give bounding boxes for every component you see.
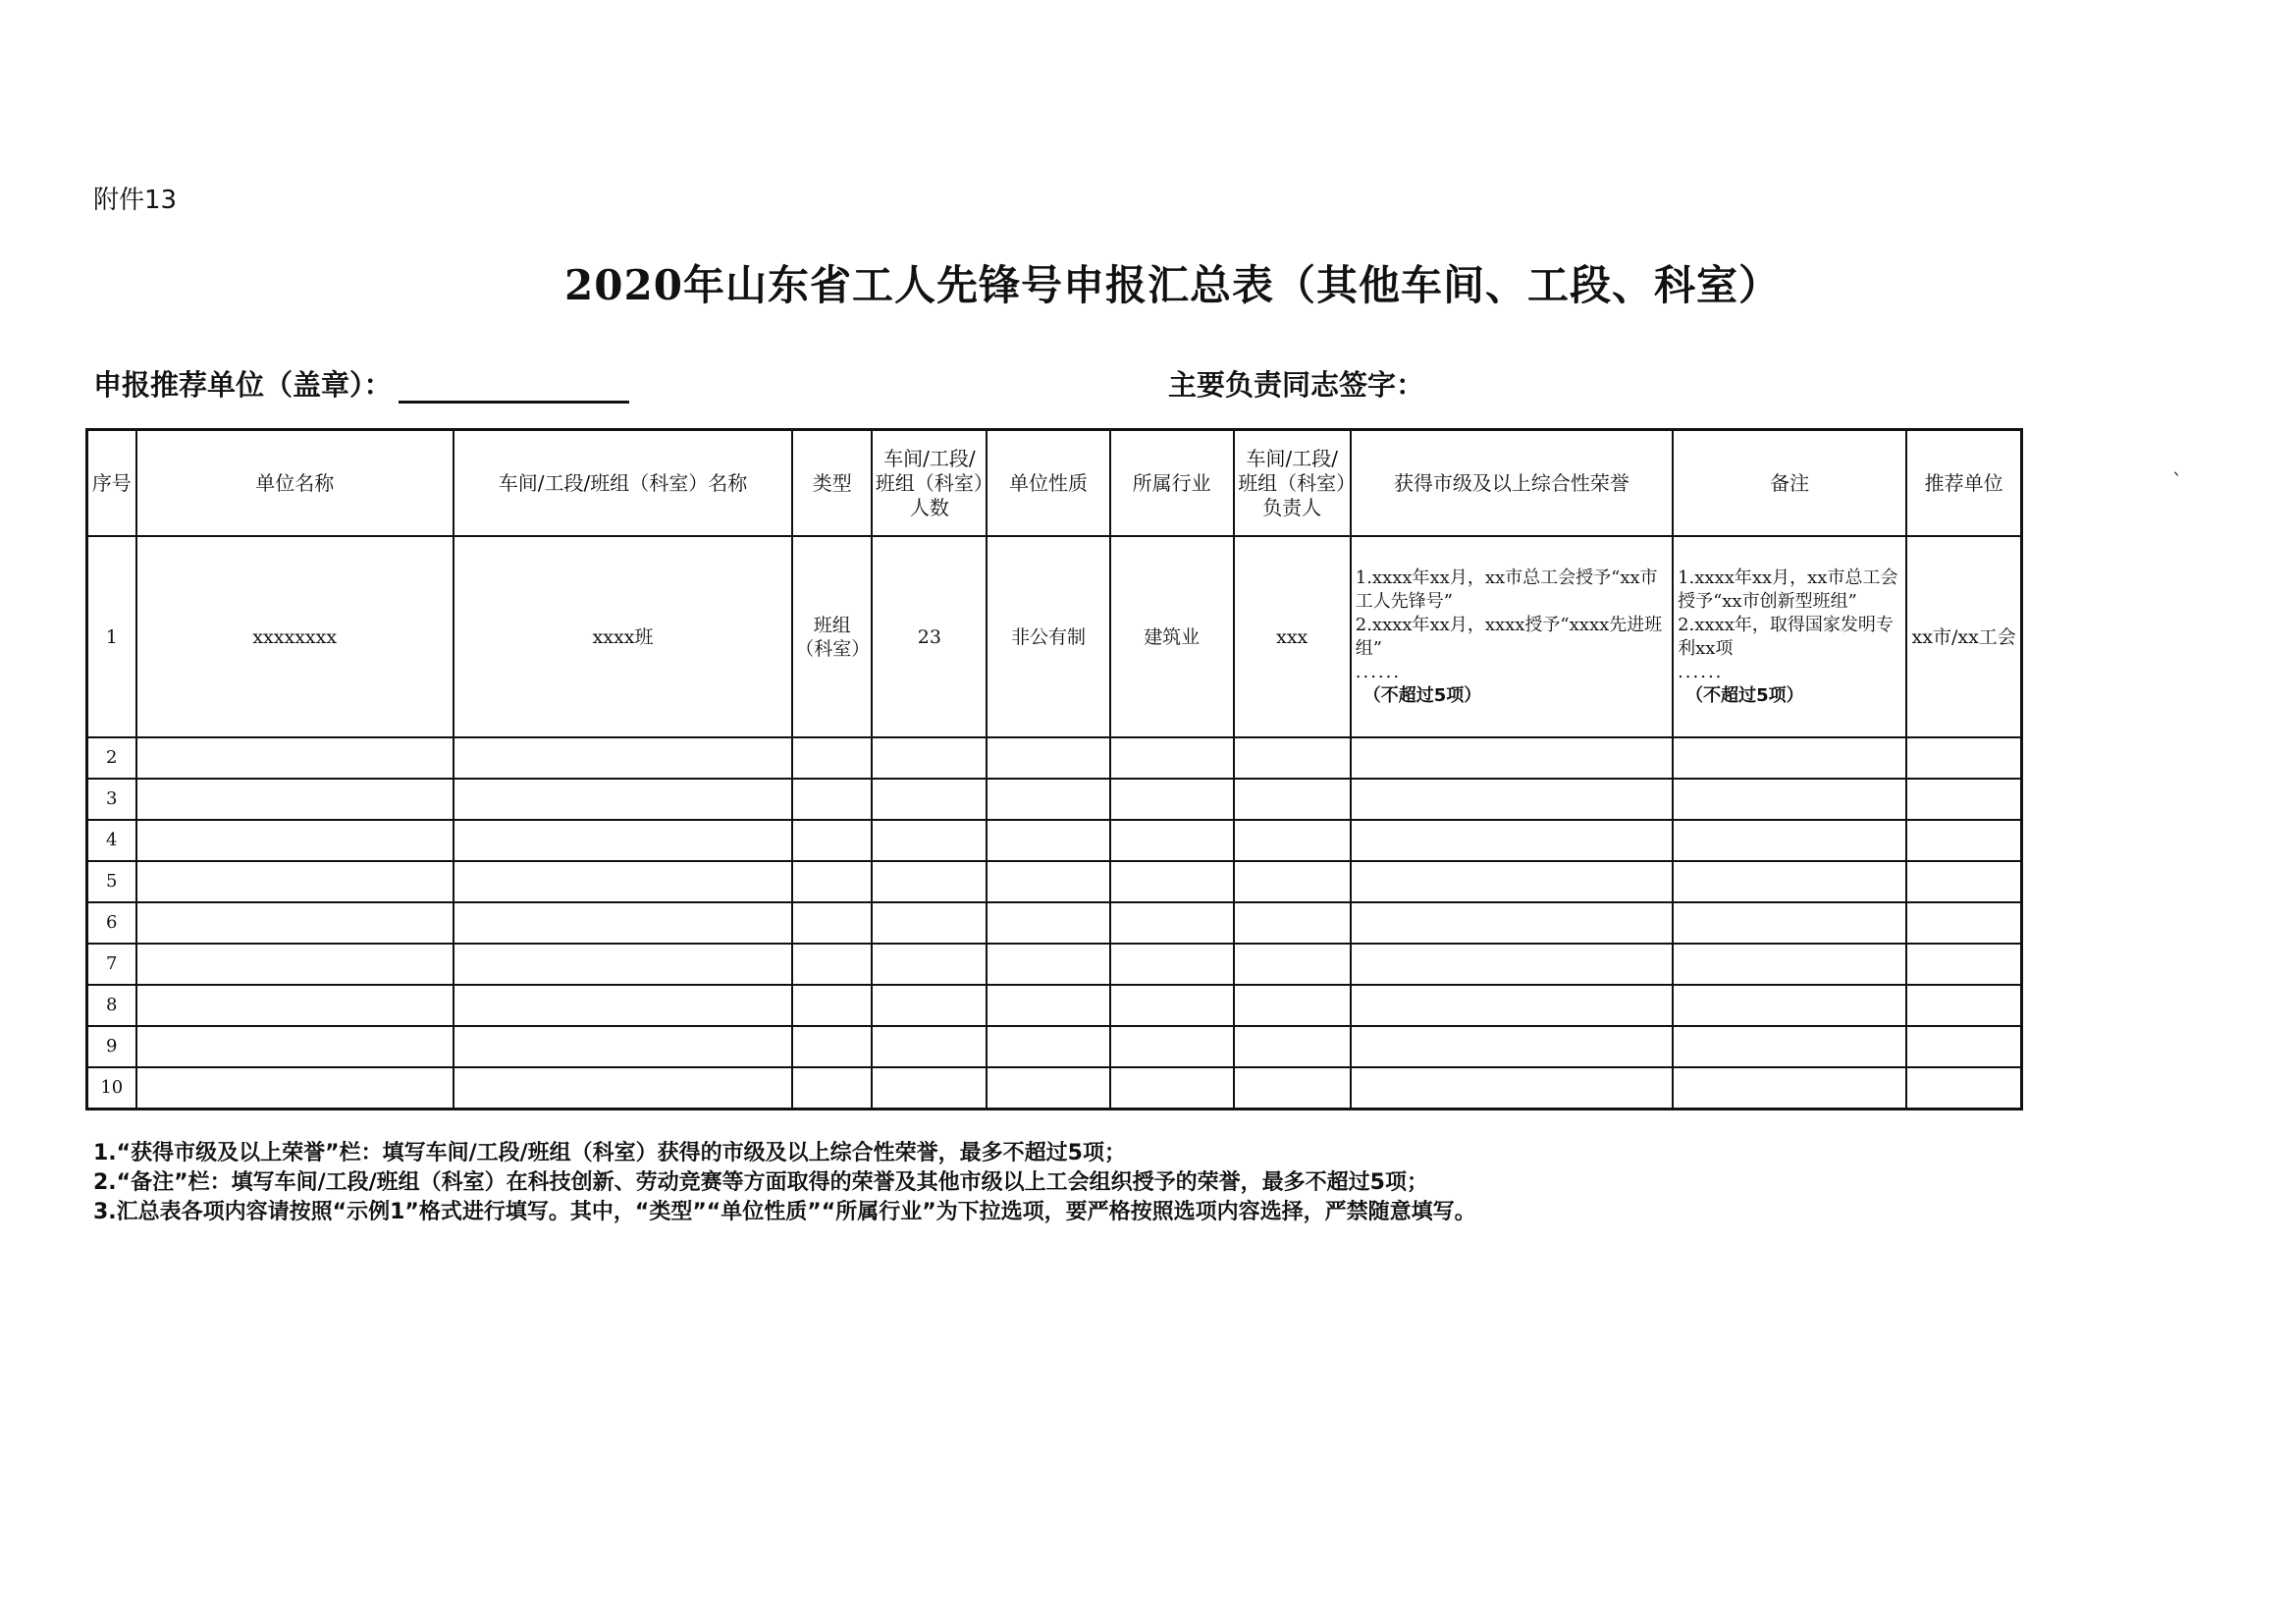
table-cell[interactable] xyxy=(792,820,872,861)
table-row xyxy=(87,985,2022,1026)
table-cell[interactable] xyxy=(1906,779,2021,820)
table-cell[interactable] xyxy=(1351,737,1673,779)
header-seq: 序号 xyxy=(87,430,136,537)
remarks-dots: ...... xyxy=(1678,661,1724,682)
header-remarks: 备注 xyxy=(1673,430,1906,537)
header-honors: 获得市级及以上综合性荣誉 xyxy=(1351,430,1673,537)
table-cell[interactable] xyxy=(1906,820,2021,861)
table-cell[interactable] xyxy=(792,1026,872,1067)
table-cell[interactable] xyxy=(1351,1026,1673,1067)
header-unit-name: 单位名称 xyxy=(136,430,454,537)
header-dept-name: 车间/工段/班组（科室）名称 xyxy=(454,430,792,537)
table-header-row xyxy=(87,430,2022,537)
example-seq[interactable]: 1 xyxy=(87,536,136,737)
row-number: 7 xyxy=(87,944,136,985)
table-cell[interactable] xyxy=(1351,779,1673,820)
table-cell[interactable] xyxy=(454,1026,792,1067)
row-number: 5 xyxy=(87,861,136,902)
example-unit-name[interactable]: xxxxxxxx xyxy=(136,536,454,737)
example-recommender[interactable]: xx市/xx工会 xyxy=(1906,536,2021,737)
table-cell[interactable] xyxy=(1234,1067,1351,1110)
row-number: 9 xyxy=(87,1026,136,1067)
table-cell[interactable] xyxy=(792,779,872,820)
table-cell[interactable] xyxy=(1351,1067,1673,1110)
table-cell[interactable] xyxy=(1351,985,1673,1026)
header-leader: 车间/工段/班组（科室）负责人 xyxy=(1234,430,1351,537)
honors-item-1: 1.xxxx年xx月，xx市总工会授予“xx市工人先锋号” xyxy=(1355,567,1658,612)
table-cell[interactable] xyxy=(1906,944,2021,985)
page-title: 2020年山东省工人先锋号申报汇总表（其他车间、工段、科室） xyxy=(564,261,1781,309)
table-cell[interactable] xyxy=(1673,944,1906,985)
table-cell[interactable] xyxy=(1110,902,1234,944)
table-cell[interactable] xyxy=(136,1026,454,1067)
table-cell[interactable] xyxy=(1110,944,1234,985)
table-cell[interactable] xyxy=(872,944,987,985)
table-row xyxy=(87,944,2022,985)
table-cell[interactable] xyxy=(987,944,1109,985)
remarks-limit: （不超过5项） xyxy=(1685,684,1804,706)
table-cell[interactable] xyxy=(987,820,1109,861)
table-cell[interactable] xyxy=(987,779,1109,820)
table-cell[interactable] xyxy=(136,985,454,1026)
table-cell[interactable] xyxy=(872,985,987,1026)
example-nature[interactable]: 非公有制 xyxy=(987,536,1109,737)
table-cell[interactable] xyxy=(454,985,792,1026)
example-honors[interactable] xyxy=(1351,536,1673,737)
table-row xyxy=(87,861,2022,902)
table-cell[interactable] xyxy=(454,902,792,944)
row-number: 10 xyxy=(87,1067,136,1110)
table-cell[interactable] xyxy=(136,902,454,944)
table-cell[interactable] xyxy=(872,861,987,902)
row-number: 8 xyxy=(87,985,136,1026)
remarks-item-1: 1.xxxx年xx月，xx市总工会授予“xx市创新型班组” xyxy=(1678,567,1898,612)
example-type[interactable]: 班组（科室） xyxy=(792,536,872,737)
honors-dots: ...... xyxy=(1355,661,1402,682)
table-cell[interactable] xyxy=(1906,1067,2021,1110)
table-cell[interactable] xyxy=(1110,1067,1234,1110)
example-leader[interactable]: xxx xyxy=(1234,536,1351,737)
table-cell[interactable] xyxy=(1110,1026,1234,1067)
table-cell[interactable] xyxy=(1906,1026,2021,1067)
header-recommender: 推荐单位 xyxy=(1906,430,2021,537)
table-cell[interactable] xyxy=(1110,820,1234,861)
table-cell[interactable] xyxy=(136,820,454,861)
example-row xyxy=(87,536,2022,737)
table-cell[interactable] xyxy=(1110,985,1234,1026)
table-cell[interactable] xyxy=(1673,861,1906,902)
table-cell[interactable] xyxy=(792,944,872,985)
table-cell[interactable] xyxy=(987,1067,1109,1110)
table-cell[interactable] xyxy=(1234,779,1351,820)
table-cell[interactable] xyxy=(987,737,1109,779)
stray-mark: ` xyxy=(2172,469,2182,493)
table-cell[interactable] xyxy=(1673,779,1906,820)
header-headcount: 车间/工段/班组（科室）人数 xyxy=(872,430,987,537)
table-cell[interactable] xyxy=(1110,861,1234,902)
table-cell[interactable] xyxy=(872,1026,987,1067)
table-row xyxy=(87,820,2022,861)
header-type: 类型 xyxy=(792,430,872,537)
table-cell[interactable] xyxy=(872,779,987,820)
table-cell[interactable] xyxy=(1234,902,1351,944)
table-cell[interactable] xyxy=(136,944,454,985)
footnote-1: 1.“获得市级及以上荣誉”栏：填写车间/工段/班组（科室）获得的市级及以上综合性荣誉，最多不超过5项； xyxy=(93,1141,1126,1165)
honors-limit: （不超过5项） xyxy=(1362,684,1482,706)
footnotes xyxy=(93,1139,1476,1227)
table-cell[interactable] xyxy=(987,985,1109,1026)
table-row xyxy=(87,1067,2022,1110)
table-row xyxy=(87,737,2022,779)
table-cell[interactable] xyxy=(1673,985,1906,1026)
table-cell[interactable] xyxy=(136,861,454,902)
table-cell[interactable] xyxy=(1351,820,1673,861)
table-cell[interactable] xyxy=(872,1067,987,1110)
unit-label: 申报推荐单位（盖章）： xyxy=(93,368,393,402)
table-cell[interactable] xyxy=(1234,944,1351,985)
footnote-3: 3.汇总表各项内容请按照“示例1”格式进行填写。其中，“类型”“单位性质”“所属行业”为下拉选项，要严格按照选项内容选择，严禁随意填写。 xyxy=(93,1200,1476,1224)
table-cell[interactable] xyxy=(1673,902,1906,944)
header-nature: 单位性质 xyxy=(987,430,1109,537)
table-cell[interactable] xyxy=(1110,737,1234,779)
table-cell[interactable] xyxy=(1234,985,1351,1026)
table-cell[interactable] xyxy=(1906,902,2021,944)
table-cell[interactable] xyxy=(1351,944,1673,985)
table-cell[interactable] xyxy=(1234,820,1351,861)
unit-blank-field[interactable] xyxy=(399,371,629,404)
example-industry[interactable]: 建筑业 xyxy=(1110,536,1234,737)
table-cell[interactable] xyxy=(1906,737,2021,779)
table-cell[interactable] xyxy=(454,820,792,861)
table-cell[interactable] xyxy=(1673,1067,1906,1110)
table-cell[interactable] xyxy=(1351,902,1673,944)
table-cell[interactable] xyxy=(136,1067,454,1110)
table-cell[interactable] xyxy=(454,1067,792,1110)
table-cell[interactable] xyxy=(792,902,872,944)
table-row xyxy=(87,779,2022,820)
table-cell[interactable] xyxy=(1351,861,1673,902)
row-number: 6 xyxy=(87,902,136,944)
table-cell[interactable] xyxy=(1673,820,1906,861)
attachment-label: 附件13 xyxy=(93,186,178,215)
table-cell[interactable] xyxy=(792,985,872,1026)
example-headcount[interactable]: 23 xyxy=(872,536,987,737)
table-cell[interactable] xyxy=(1110,779,1234,820)
unit-stamp-line xyxy=(93,363,629,404)
row-number: 3 xyxy=(87,779,136,820)
row-number: 2 xyxy=(87,737,136,779)
table-cell[interactable] xyxy=(792,861,872,902)
table-cell[interactable] xyxy=(1673,1026,1906,1067)
table-row xyxy=(87,902,2022,944)
table-cell[interactable] xyxy=(987,1026,1109,1067)
table-cell[interactable] xyxy=(1234,737,1351,779)
summary-table xyxy=(85,428,2023,1110)
example-dept-name[interactable]: xxxx班 xyxy=(454,536,792,737)
footnote-2: 2.“备注”栏：填写车间/工段/班组（科室）在科技创新、劳动竞赛等方面取得的荣誉及其他市级以上工会组织授予的荣誉，最多不超过5项； xyxy=(93,1170,1428,1195)
table-cell[interactable] xyxy=(1906,985,2021,1026)
table-cell[interactable] xyxy=(454,944,792,985)
table-cell[interactable] xyxy=(872,902,987,944)
table-cell[interactable] xyxy=(987,902,1109,944)
sign-label: 主要负责同志签字： xyxy=(1168,368,1425,402)
header-industry: 所属行业 xyxy=(1110,430,1234,537)
table-cell[interactable] xyxy=(136,779,454,820)
row-number: 4 xyxy=(87,820,136,861)
honors-item-2: 2.xxxx年xx月，xxxx授予“xxxx先进班组” xyxy=(1355,614,1663,659)
table-cell[interactable] xyxy=(454,737,792,779)
table-cell[interactable] xyxy=(792,737,872,779)
table-cell[interactable] xyxy=(987,861,1109,902)
table-cell[interactable] xyxy=(136,737,454,779)
example-remarks[interactable] xyxy=(1673,536,1906,737)
table-cell[interactable] xyxy=(454,861,792,902)
table-row xyxy=(87,1026,2022,1067)
table-cell[interactable] xyxy=(1906,861,2021,902)
table-cell[interactable] xyxy=(792,1067,872,1110)
table-cell[interactable] xyxy=(872,737,987,779)
table-cell[interactable] xyxy=(1234,861,1351,902)
table-cell[interactable] xyxy=(1673,737,1906,779)
table-cell[interactable] xyxy=(872,820,987,861)
remarks-item-2: 2.xxxx年，取得国家发明专利xx项 xyxy=(1678,614,1894,659)
table-cell[interactable] xyxy=(1234,1026,1351,1067)
table-cell[interactable] xyxy=(454,779,792,820)
